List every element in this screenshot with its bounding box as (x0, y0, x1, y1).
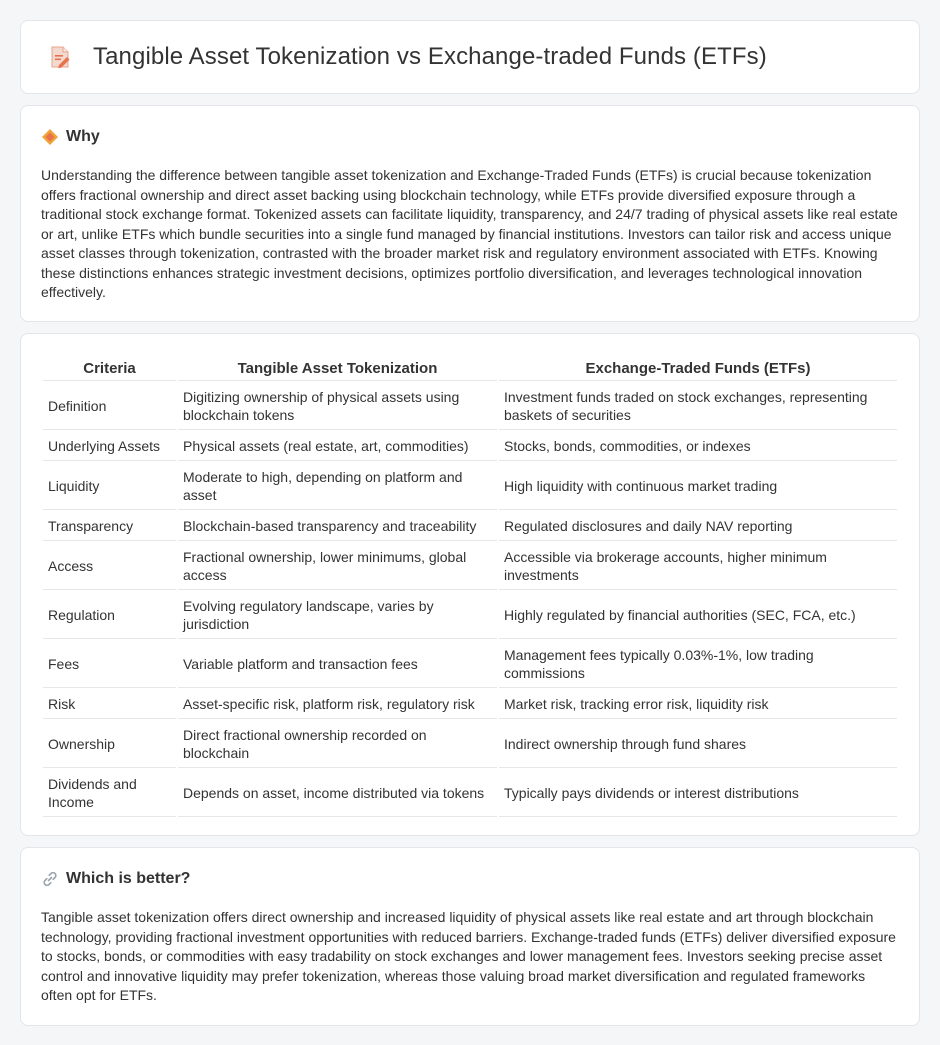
criteria-cell: Risk (43, 690, 176, 719)
diamond-icon (41, 128, 59, 146)
tokenization-cell: Variable platform and transaction fees (178, 641, 497, 688)
table-header-row (43, 356, 897, 381)
comparison-table (41, 354, 899, 819)
tokenization-cell: Physical assets (real estate, art, commodities) (178, 432, 497, 461)
criteria-cell: Liquidity (43, 463, 176, 510)
criteria-cell: Dividends and Income (43, 770, 176, 817)
tokenization-cell: Depends on asset, income distributed via tokens (178, 770, 497, 817)
etf-cell: Market risk, tracking error risk, liquidity risk (499, 690, 897, 719)
criteria-cell: Access (43, 543, 176, 590)
title-card (20, 20, 920, 94)
tokenization-cell: Blockchain-based transparency and traceability (178, 512, 497, 541)
table-row (43, 463, 897, 510)
which-heading: Which is better? (66, 870, 191, 887)
tokenization-cell: Moderate to high, depending on platform and asset (178, 463, 497, 510)
page-title: Tangible Asset Tokenization vs Exchange-traded Funds (ETFs) (93, 43, 767, 70)
why-text: Understanding the difference between tangible asset tokenization and Exchange-Traded Funds (ETFs) is crucial because tokenization offers fractional ownership and direct asset backing using blockchain technology, while ETFs provide diversified exposure through a traditional stock exchange format. Tokenized assets can facilitate liquidity, transparency, and 24/7 trading of physical assets like real estate or art, unlike ETFs which bundle securities into a single fund managed by financial institutions. Investors can tailor risk and access unique asset classes through tokenization, contrasted with the broader market risk and regulatory environment associated with ETFs. Knowing these distinctions enhances strategic investment decisions, optimizes portfolio diversification, and leverages technological innovation effectively. (41, 167, 898, 300)
etf-cell: Stocks, bonds, commodities, or indexes (499, 432, 897, 461)
table-row (43, 543, 897, 590)
comparison-card (20, 333, 920, 836)
tokenization-cell: Direct fractional ownership recorded on blockchain (178, 721, 497, 768)
link-icon (41, 870, 59, 888)
table-row (43, 383, 897, 430)
table-row (43, 690, 897, 719)
document-pen-icon (47, 44, 73, 70)
table-row (43, 432, 897, 461)
which-section (20, 847, 920, 1026)
tokenization-cell: Digitizing ownership of physical assets using blockchain tokens (178, 383, 497, 430)
etf-cell: Management fees typically 0.03%-1%, low trading commissions (499, 641, 897, 688)
etf-cell: Regulated disclosures and daily NAV reporting (499, 512, 897, 541)
tokenization-cell: Fractional ownership, lower minimums, global access (178, 543, 497, 590)
which-heading-row (41, 870, 899, 888)
why-section (20, 105, 920, 322)
table-row (43, 770, 897, 817)
tokenization-cell: Evolving regulatory landscape, varies by jurisdiction (178, 592, 497, 639)
tokenization-cell: Asset-specific risk, platform risk, regulatory risk (178, 690, 497, 719)
criteria-cell: Ownership (43, 721, 176, 768)
criteria-cell: Fees (43, 641, 176, 688)
header-etfs: Exchange-Traded Funds (ETFs) (499, 356, 897, 381)
header-tokenization: Tangible Asset Tokenization (178, 356, 497, 381)
table-row (43, 512, 897, 541)
table-row (43, 721, 897, 768)
criteria-cell: Transparency (43, 512, 176, 541)
etf-cell: Indirect ownership through fund shares (499, 721, 897, 768)
criteria-cell: Underlying Assets (43, 432, 176, 461)
header-criteria: Criteria (43, 356, 176, 381)
table-row (43, 641, 897, 688)
etf-cell: Typically pays dividends or interest distributions (499, 770, 897, 817)
etf-cell: Highly regulated by financial authorities (SEC, FCA, etc.) (499, 592, 897, 639)
why-heading-row (41, 128, 899, 146)
etf-cell: High liquidity with continuous market trading (499, 463, 897, 510)
table-row (43, 592, 897, 639)
which-text: Tangible asset tokenization offers direct ownership and increased liquidity of physical assets like real estate and art through blockchain technology, providing fractional investment opportunities with reduced barriers. Exchange-traded funds (ETFs) deliver diversified exposure to stocks, bonds, or commodities with easy tradability on stock exchanges and lower management fees. Investors seeking precise asset control and innovative liquidity may prefer tokenization, whereas those valuing broad market diversification and regulated frameworks often opt for ETFs. (41, 909, 896, 1003)
etf-cell: Investment funds traded on stock exchanges, representing baskets of securities (499, 383, 897, 430)
why-heading: Why (66, 128, 100, 145)
etf-cell: Accessible via brokerage accounts, higher minimum investments (499, 543, 897, 590)
criteria-cell: Regulation (43, 592, 176, 639)
criteria-cell: Definition (43, 383, 176, 430)
